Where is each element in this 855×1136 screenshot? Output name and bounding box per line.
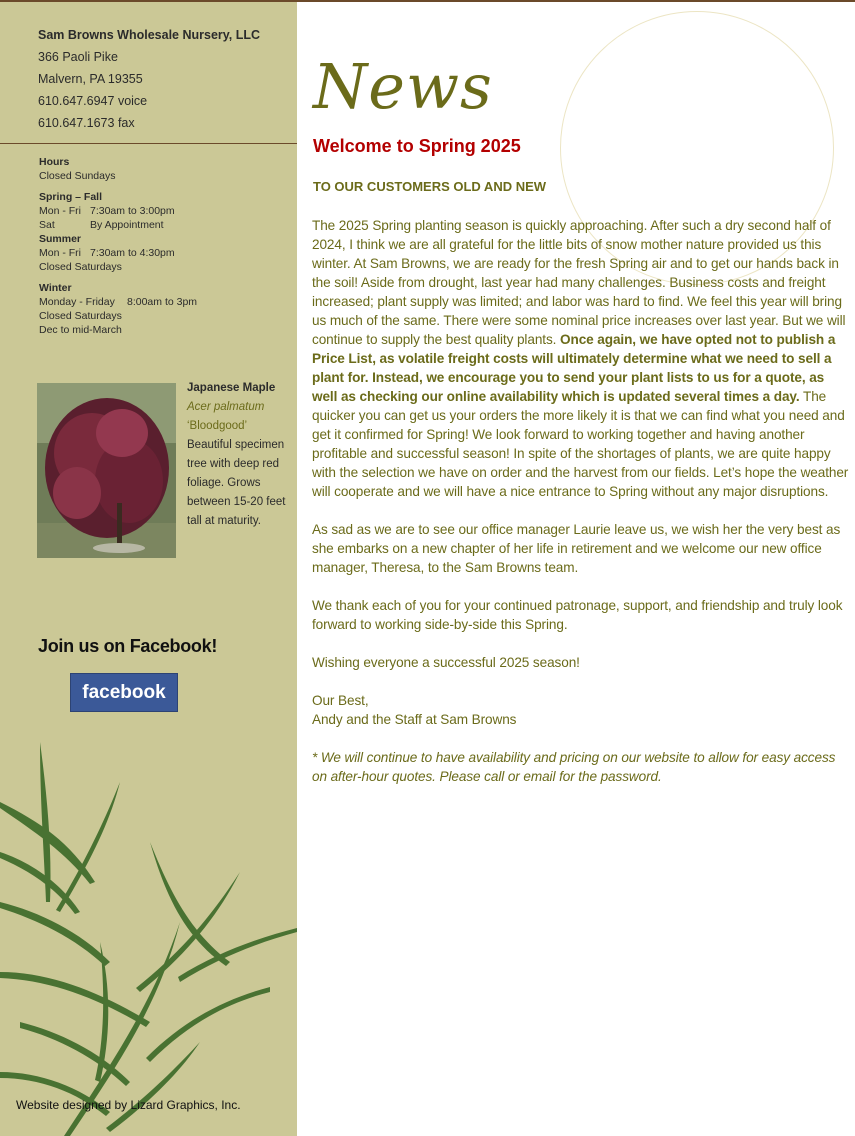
sidebar-divider xyxy=(0,143,297,144)
facebook-heading: Join us on Facebook! xyxy=(38,636,218,656)
customers-subheading: TO OUR CUSTOMERS OLD AND NEW xyxy=(313,179,547,194)
spring-fall-weekday-label: Mon - Fri xyxy=(39,205,81,217)
closing: Our Best, xyxy=(312,693,369,708)
spring-fall-weekday-row xyxy=(39,204,197,218)
japanese-maple-photo xyxy=(37,383,176,558)
company-city: Malvern, PA 19355 xyxy=(38,72,143,86)
hours-closed-sundays: Closed Sundays xyxy=(39,170,116,182)
page-title: News xyxy=(313,50,493,123)
spring-fall-saturday-row xyxy=(39,218,197,232)
plant-description: Beautiful specimen tree with deep red foliage. Grows between 15-20 feet tall at maturity. xyxy=(187,439,286,527)
main-content xyxy=(297,2,855,1136)
paragraph-1 xyxy=(312,216,852,501)
paragraph-1-end: The quicker you can get us your orders the more likely it is that we can find what you need and get it confirmed for Spring! We look forward to working together and having another profitable and successful season! In spite of the shortages of plants, we are quite happy with the selection we have on order and the harvest from our fields. Let’s hope the weather will cooperate and we will have a nice entrance to Spring without any major disruptions. xyxy=(312,389,849,499)
news-body xyxy=(312,216,852,805)
spring-fall-title: Spring – Fall xyxy=(39,191,103,203)
winter-closed: Closed Saturdays xyxy=(39,310,122,322)
plant-cultivar: ‘Bloodgood’ xyxy=(187,420,248,432)
paragraph-2: As sad as we are to see our office manager Laurie leave us, we wish her the very best as she embarks on a new chapter of her life in retirement and we welcome our new office manager, Theresa, to the Sam Browns team. xyxy=(312,522,841,575)
company-street: 366 Paoli Pike xyxy=(38,50,118,64)
summer-weekday-time: 7:30am to 4:30pm xyxy=(90,247,175,259)
winter-title: Winter xyxy=(39,282,72,294)
company-address-block xyxy=(38,24,260,134)
plant-name: Japanese Maple xyxy=(187,382,276,394)
sidebar xyxy=(0,2,297,1136)
welcome-heading: Welcome to Spring 2025 xyxy=(313,136,521,156)
winter-weekday-row xyxy=(39,295,197,309)
company-name: Sam Browns Wholesale Nursery, LLC xyxy=(38,28,261,42)
company-phone: 610.647.6947 voice xyxy=(38,94,148,108)
hours-block xyxy=(39,155,197,337)
spring-fall-weekday-time: 7:30am to 3:00pm xyxy=(90,205,175,217)
signature: Andy and the Staff at Sam Browns xyxy=(312,712,517,727)
site-credit[interactable]: Website designed by Lizard Graphics, Inc. xyxy=(16,1098,241,1112)
bamboo-leaves-illustration xyxy=(0,742,297,1136)
company-fax: 610.647.1673 fax xyxy=(38,116,135,130)
featured-plant-caption xyxy=(187,379,297,531)
paragraph-4: Wishing everyone a successful 2025 season! xyxy=(312,655,580,670)
spring-fall-saturday-time: By Appointment xyxy=(90,219,164,231)
paragraph-3: We thank each of you for your continued patronage, support, and friendship and truly look forward to working side-by-side this Spring. xyxy=(312,598,843,632)
winter-period: Dec to mid-March xyxy=(39,324,122,336)
summer-closed: Closed Saturdays xyxy=(39,261,122,273)
sign-off xyxy=(312,691,852,729)
hours-title: Hours xyxy=(39,156,70,168)
summer-title: Summer xyxy=(39,233,82,245)
paragraph-1-intro: The 2025 Spring planting season is quickly approaching. After such a dry second half of 2024, I think we are all grateful for the little bits of snow mother nature provided us this winter. At Sam Browns, we are ready for the fresh Spring air and to get our hands back in the soil! Aside from drought, last year had many challenges. Business costs and freight increased; plant supply was limited; and labor was hard to find. We feel this year will bring us much of the same. There were some nominal price increases over last year. But we will continue to supply the best quality plants. xyxy=(312,218,846,347)
summer-weekday-row xyxy=(39,246,197,260)
plant-latin-name: Acer palmatum xyxy=(187,401,265,413)
facebook-button[interactable]: facebook xyxy=(70,673,178,712)
spring-fall-saturday-label: Sat xyxy=(39,219,55,231)
winter-weekday-time: 8:00am to 3pm xyxy=(127,296,198,308)
footnote: * We will continue to have availability and pricing on our website to allow for easy access on after-hour quotes. Please call or email for the password. xyxy=(312,750,836,784)
price-list-notice: Once again, we have opted not to publish a Price List, as volatile freight costs will ultimately determine what we need to sell a plant for. Instead, we encourage you to send your plant lists to us for a quote, as well as checking our online availability which is updated several times a day. xyxy=(312,332,836,404)
summer-weekday-label: Mon - Fri xyxy=(39,247,81,259)
winter-weekday-label: Monday - Friday xyxy=(39,296,115,308)
